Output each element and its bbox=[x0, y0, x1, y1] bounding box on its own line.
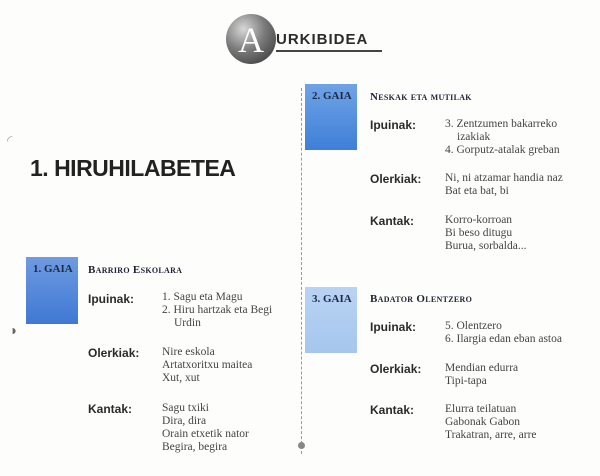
list-item: Xut, xut bbox=[162, 372, 200, 384]
punch-mark-bottom: ◗ bbox=[10, 324, 19, 339]
theme-3-kantak-list bbox=[445, 403, 537, 442]
list-item: Ni, ni atzamar handia naz bbox=[445, 172, 563, 184]
page-title: 1. HIRUHILABETEA bbox=[30, 155, 236, 181]
theme-1-kantak-list bbox=[162, 402, 249, 454]
theme-1-ipuinak-label: Ipuinak: bbox=[88, 292, 135, 306]
list-item: Bat eta bat, bi bbox=[445, 185, 509, 197]
list-item: Tipi-tapa bbox=[445, 375, 487, 387]
theme-1-title: Barriro Eskolara bbox=[88, 264, 183, 276]
theme-1-box bbox=[26, 257, 78, 324]
list-item: Sagu txiki bbox=[162, 402, 209, 414]
theme-2-ipuinak-list bbox=[445, 118, 560, 157]
list-item: Gabonak Gabon bbox=[445, 416, 521, 428]
list-item: 2. Hiru hartzak eta Begi bbox=[162, 304, 273, 316]
header-title: URKIBIDEA bbox=[276, 31, 369, 48]
theme-1-box-label: 1. GAIA bbox=[33, 263, 73, 275]
list-item: Begira, begira bbox=[162, 441, 228, 453]
theme-2-ipuinak-label: Ipuinak: bbox=[370, 118, 417, 132]
list-item: Urdin bbox=[174, 317, 201, 329]
theme-3-kantak-label: Kantak: bbox=[370, 403, 415, 417]
theme-2-box bbox=[305, 84, 357, 150]
list-item: Mendian edurra bbox=[445, 362, 519, 374]
header-underline bbox=[276, 50, 382, 52]
theme-3-olerkiak-list bbox=[445, 362, 518, 388]
theme-2-kantak-label: Kantak: bbox=[370, 214, 415, 228]
list-item: Bi beso ditugu bbox=[445, 227, 513, 239]
theme-2-box-label: 2. GAIA bbox=[312, 90, 352, 102]
list-item: Orain etxetik nator bbox=[162, 428, 249, 440]
list-item: Elurra teilatuan bbox=[445, 403, 517, 415]
list-item: 5. Olentzero bbox=[445, 320, 502, 332]
theme-3-ipuinak-list bbox=[445, 320, 562, 346]
theme-1-kantak-label: Kantak: bbox=[88, 402, 133, 416]
theme-3-ipuinak-label: Ipuinak: bbox=[370, 320, 417, 334]
theme-2-title: Neskak eta mutilak bbox=[370, 91, 472, 103]
theme-3-title: Badator Olentzero bbox=[370, 293, 473, 305]
theme-2-olerkiak-label: Olerkiak: bbox=[370, 172, 422, 186]
header-logo-letter: A bbox=[238, 20, 264, 60]
theme-1-olerkiak-label: Olerkiak: bbox=[88, 346, 140, 360]
punch-mark-top: ◜ bbox=[7, 134, 13, 149]
list-item: 6. Ilargia edan eban astoa bbox=[445, 333, 562, 345]
theme-3-box-label: 3. GAIA bbox=[312, 293, 352, 305]
list-item: Nire eskola bbox=[162, 346, 215, 358]
list-item: Korro-korroan bbox=[445, 214, 513, 226]
list-item: 3. Zentzumen bakarreko bbox=[445, 118, 558, 130]
list-item: 4. Gorputz-atalak greban bbox=[445, 144, 560, 156]
theme-3-olerkiak-label: Olerkiak: bbox=[370, 362, 422, 376]
column-divider bbox=[301, 88, 302, 454]
list-item: Dira, dira bbox=[162, 415, 207, 427]
theme-1-ipuinak-list bbox=[162, 291, 272, 330]
divider-end-dot bbox=[298, 442, 305, 449]
list-item: 1. Sagu eta Magu bbox=[162, 291, 243, 303]
theme-2-kantak-list bbox=[445, 214, 526, 253]
theme-3-box bbox=[305, 287, 357, 353]
theme-2-olerkiak-list bbox=[445, 172, 563, 198]
list-item: Burua, sorbalda... bbox=[445, 240, 527, 252]
list-item: Artatxoritxu maitea bbox=[162, 359, 253, 371]
list-item: izakiak bbox=[457, 131, 491, 143]
list-item: Trakatran, arre, arre bbox=[445, 429, 537, 441]
theme-1-olerkiak-list bbox=[162, 346, 252, 385]
